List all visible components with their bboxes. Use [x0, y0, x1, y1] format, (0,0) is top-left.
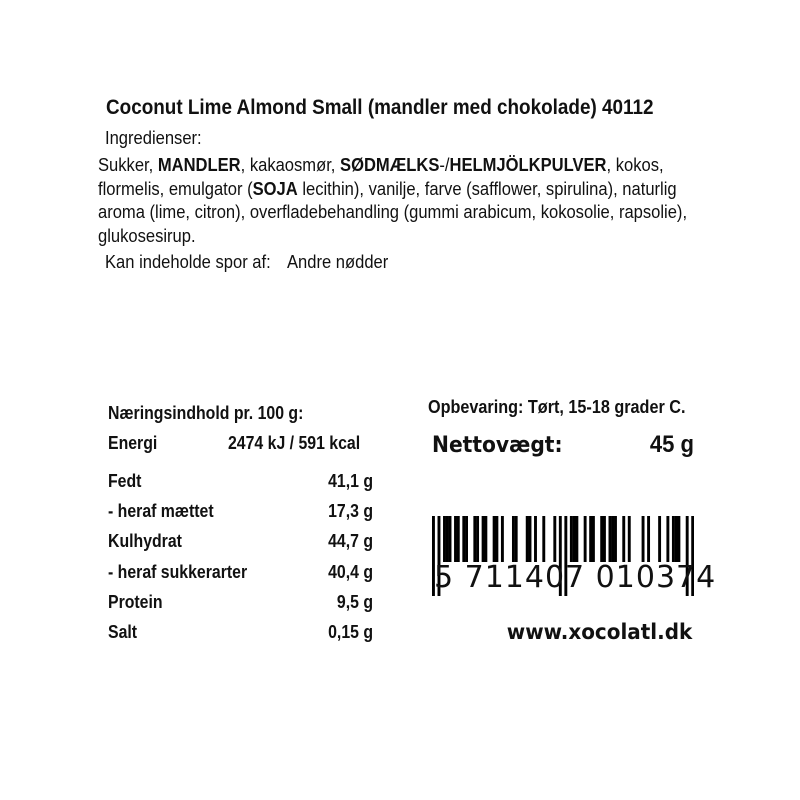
allergen-text: HELMJÖLKPULVER	[449, 155, 607, 175]
allergy-label: Kan indeholde spor af:	[105, 252, 271, 272]
ingredients-line	[98, 178, 677, 202]
barcode-bar	[501, 516, 504, 562]
ingredients-text	[98, 154, 718, 248]
barcode-bar	[672, 516, 675, 562]
barcode-bar	[589, 516, 592, 562]
nutrition-row-label: - heraf mættet	[108, 501, 214, 521]
ingredients-label: Ingredienser:	[105, 128, 202, 148]
barcode-bar	[457, 516, 460, 562]
net-weight-label: Nettovægt:	[432, 433, 563, 458]
storage-info: Opbevaring: Tørt, 15-18 grader C.	[428, 397, 686, 417]
ingredient-text: aroma (lime, citron), overfladebehandling (gummi arabicum, kokosolie, rapsolie),	[98, 202, 688, 222]
nutrition-row-label: Protein	[108, 592, 163, 612]
barcode-bar	[592, 516, 595, 562]
net-weight-value: 45 g	[649, 431, 694, 458]
barcode-bar	[449, 516, 452, 562]
ingredient-text: , kakaosmør,	[240, 155, 341, 175]
barcode-bar	[584, 516, 587, 562]
barcode-bar	[658, 516, 661, 562]
barcode-bar	[647, 516, 650, 562]
barcode-bar	[473, 516, 476, 562]
energy-value: 2474 kJ / 591 kcal	[228, 433, 361, 453]
barcode-bar	[446, 516, 449, 562]
ingredients-line	[98, 201, 688, 225]
nutrition-row-label: Kulhydrat	[108, 531, 182, 551]
ingredient-text: -/	[439, 155, 450, 175]
allergen-text: SOJA	[252, 178, 298, 199]
barcode-bar	[675, 516, 678, 562]
barcode-bar	[573, 516, 576, 562]
barcode-bar	[553, 516, 556, 562]
barcode-bar	[495, 516, 498, 562]
barcode-bar	[482, 516, 485, 562]
allergy-value: Andre nødder	[287, 252, 389, 272]
barcode-bar	[677, 516, 680, 562]
barcode-bar	[642, 516, 645, 562]
barcode-bar	[493, 516, 496, 562]
barcode-bar	[526, 516, 529, 562]
barcode-bar	[666, 516, 669, 562]
energy-label: Energi	[108, 433, 158, 453]
barcode-bar	[575, 516, 578, 562]
website-url[interactable]: www.xocolatl.dk	[506, 620, 692, 644]
barcode-bar	[628, 516, 631, 562]
nutrition-row-value: 40,4 g	[328, 562, 373, 582]
barcode-bar	[443, 516, 446, 562]
product-title: Coconut Lime Almond Small (mandler med chokolade) 40112	[106, 96, 654, 119]
barcode-bar	[622, 516, 625, 562]
barcode-bar	[462, 516, 465, 562]
barcode-bar	[570, 516, 573, 562]
nutrition-row-value: 41,1 g	[328, 471, 373, 491]
barcode-bar	[484, 516, 487, 562]
ingredient-text: , kokos,	[606, 155, 664, 175]
barcode-bar	[515, 516, 518, 562]
allergen-text: MANDLER	[157, 155, 241, 175]
ingredient-text: flormelis, emulgator (	[98, 178, 253, 199]
barcode-bar	[609, 516, 612, 562]
barcode-bar	[465, 516, 468, 562]
barcode-bar	[476, 516, 479, 562]
barcode-bar	[512, 516, 515, 562]
ingredients-line	[98, 154, 668, 178]
nutrition-row-label: Fedt	[108, 471, 142, 491]
barcode-bar	[534, 516, 537, 562]
barcode-bar	[611, 516, 614, 562]
barcode-bar	[600, 516, 603, 562]
ingredients-line	[98, 225, 668, 249]
barcode-number: 5 711407 010374	[434, 560, 717, 595]
ingredient-text: lecithin), vanilje, farve (safflower, spirulina), naturlig	[297, 178, 677, 199]
nutrition-row-value: 9,5 g	[336, 592, 373, 612]
nutrition-title: Næringsindhold pr. 100 g:	[108, 403, 304, 423]
allergen-text: SØDMÆLKS	[340, 155, 440, 175]
nutrition-row-value: 17,3 g	[328, 501, 373, 521]
barcode-bar	[529, 516, 532, 562]
nutrition-row-label: Salt	[108, 622, 138, 642]
nutrition-row-value: 44,7 g	[328, 531, 373, 551]
barcode-bar	[614, 516, 617, 562]
ingredient-text: glukosesirup.	[98, 225, 196, 246]
nutrition-row-value: 0,15 g	[328, 622, 373, 642]
nutrition-row-label: - heraf sukkerarter	[108, 562, 248, 582]
ingredient-text: Sukker,	[98, 155, 158, 175]
barcode-bar	[454, 516, 457, 562]
barcode-bar	[542, 516, 545, 562]
barcode-bar	[603, 516, 606, 562]
